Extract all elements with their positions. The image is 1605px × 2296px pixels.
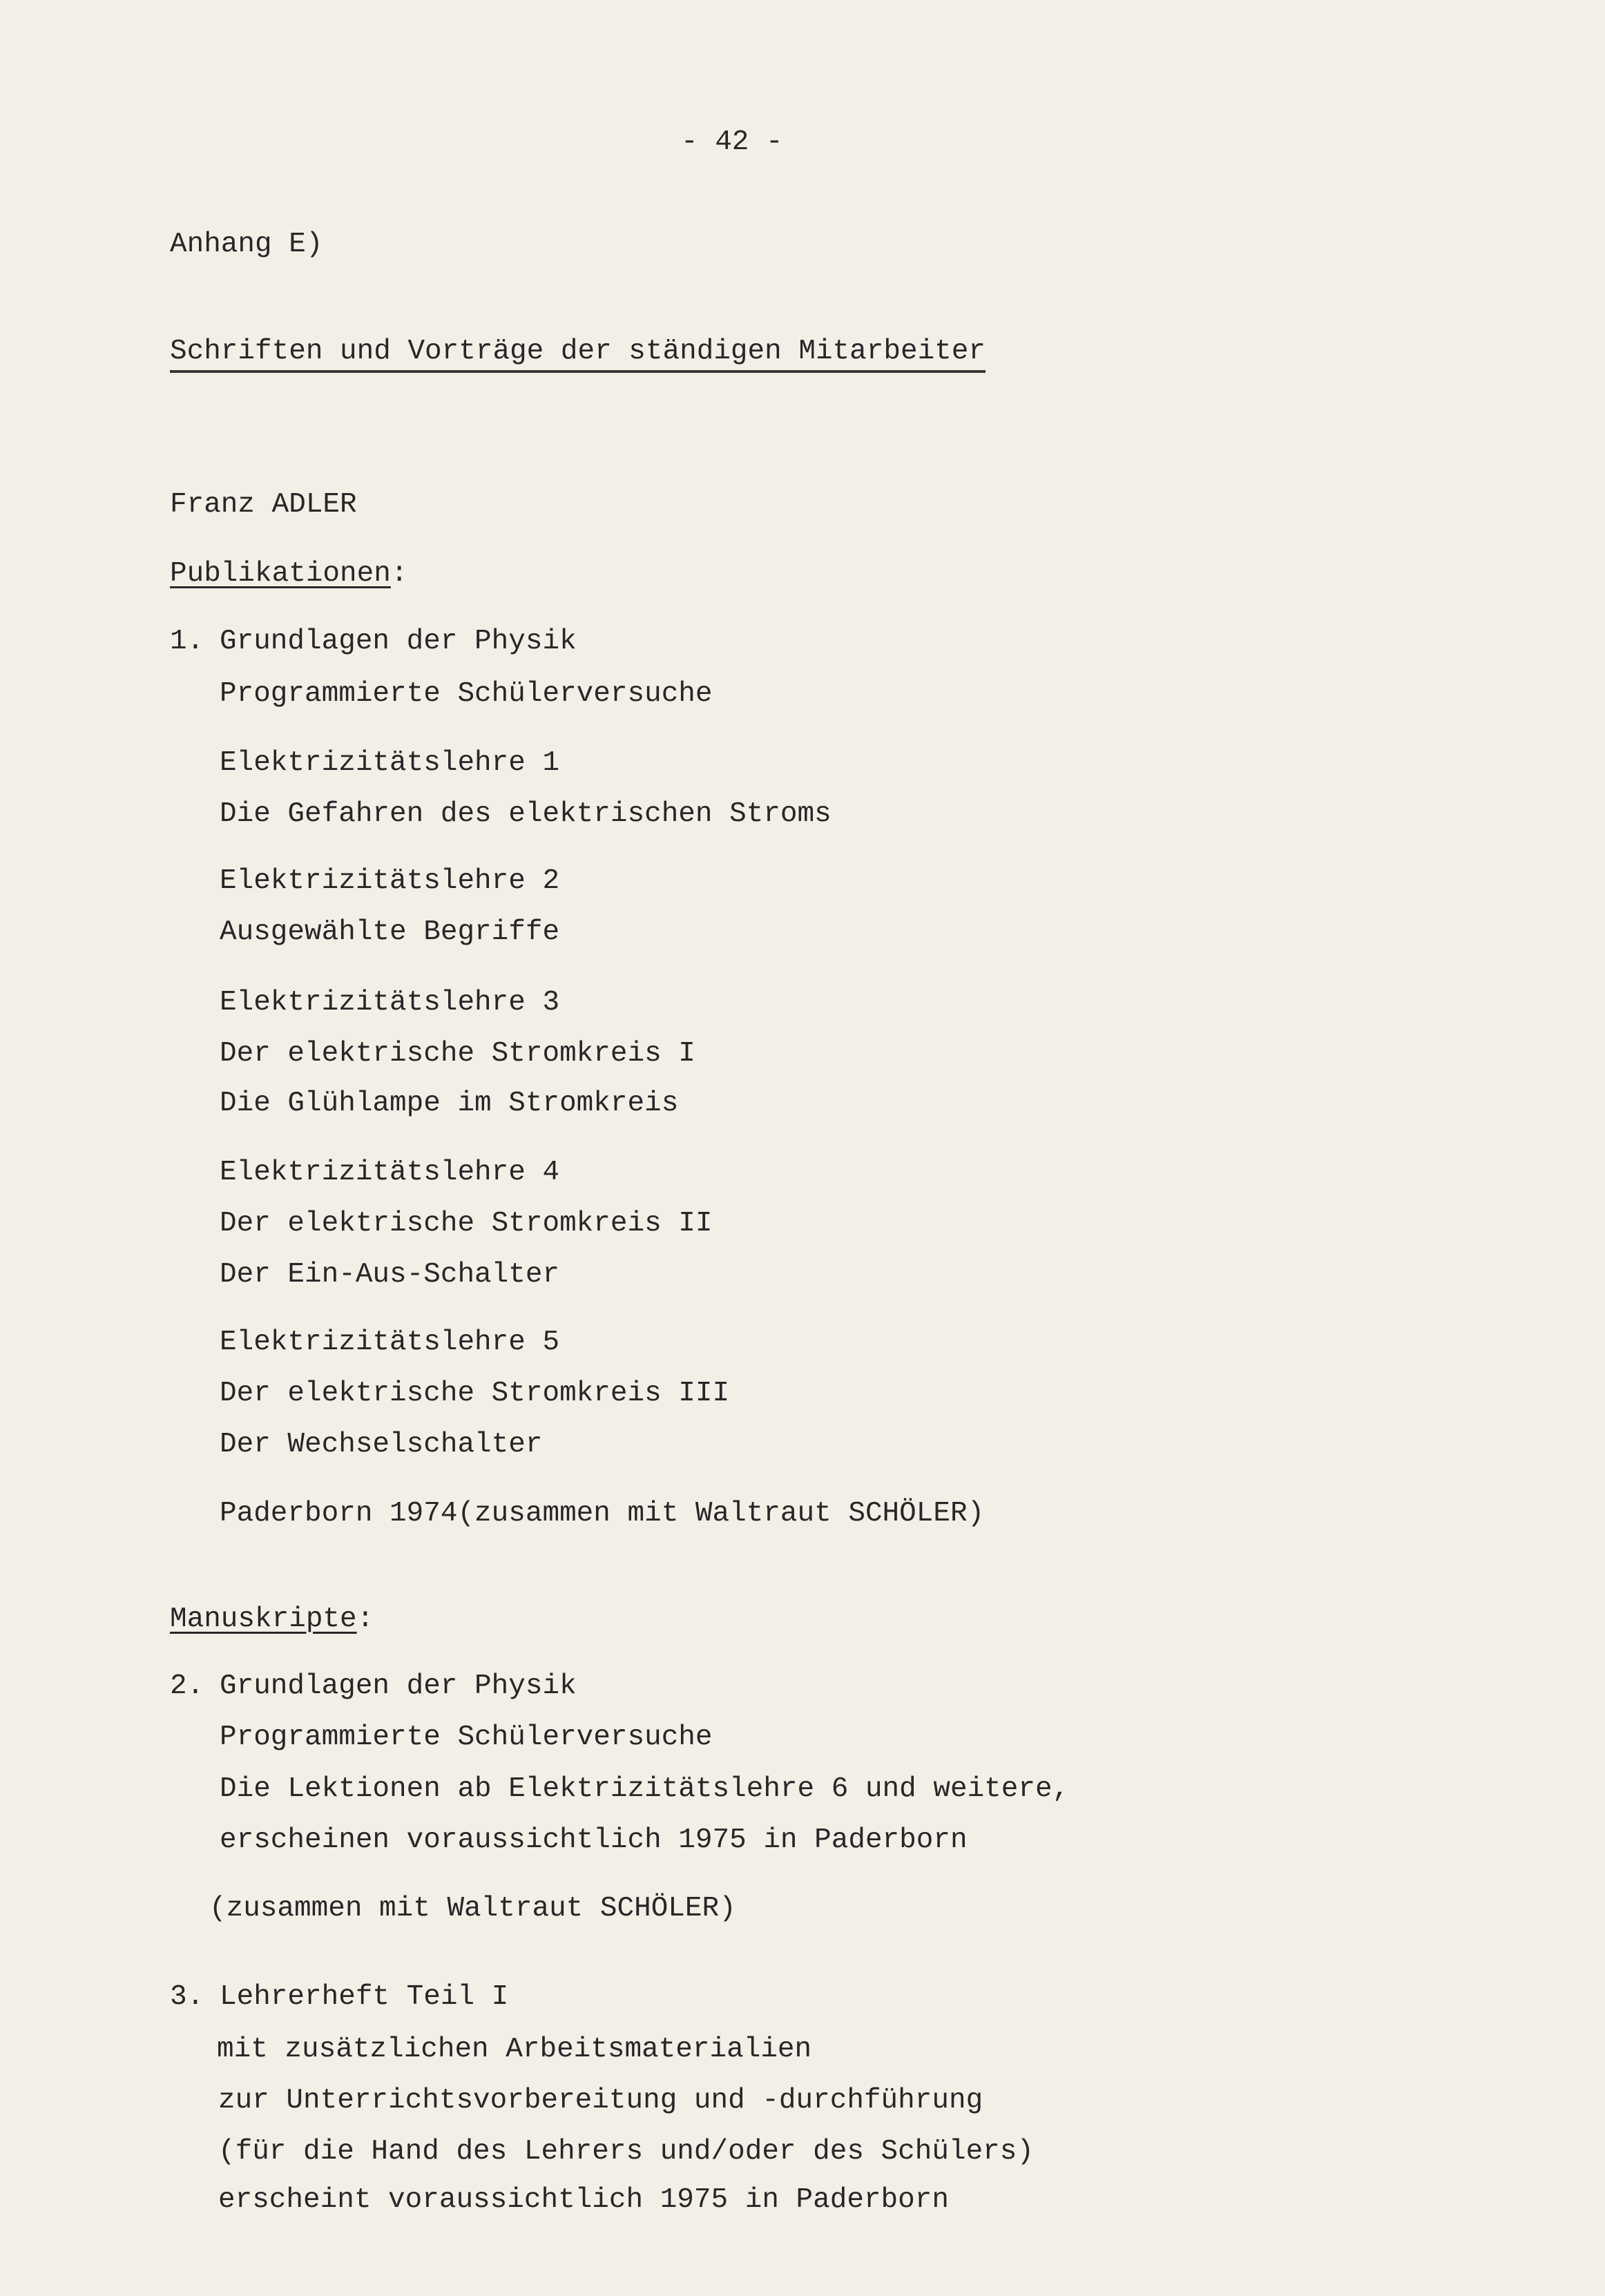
publications-heading-text: Publikationen [170,558,391,590]
page-number: - 42 - [681,126,783,158]
item-line: Der elektrische Stromkreis II [220,1208,713,1239]
item-line: Elektrizitätslehre 4 [220,1157,560,1188]
colon: : [390,558,408,590]
item-line: Ausgewählte Begriffe [220,916,560,948]
item-line: (für die Hand des Lehrers und/oder des Schülers) [218,2136,1034,2168]
item-line: erscheint voraussichtlich 1975 in Paderborn [218,2184,949,2216]
author-name: Franz ADLER [170,489,357,521]
item-line: Programmierte Schülerversuche [220,1721,713,1753]
item-line: Elektrizitätslehre 1 [220,747,560,779]
item-line: Die Gefahren des elektrischen Stroms [220,798,832,830]
item-title: Lehrerheft Teil I [220,1981,509,2013]
item-line: zur Unterrichtsvorbereitung und -durchführung [218,2085,983,2116]
item-line: Der Wechselschalter [220,1429,543,1460]
item-line: Elektrizitätslehre 3 [220,987,560,1019]
item-title: Grundlagen der Physik [220,1670,577,1702]
section-title: Schriften und Vorträge der ständigen Mitarbeiter [170,338,986,373]
publications-heading [170,560,407,588]
item-line: Die Glühlampe im Stromkreis [220,1088,679,1119]
item-line: mit zusätzlichen Arbeitsmaterialien [217,2034,812,2065]
manuscripts-heading [170,1605,374,1634]
item-number: 2. [170,1670,204,1702]
item-line: Programmierte Schülerversuche [220,678,713,710]
item-line: Der elektrische Stromkreis III [220,1378,730,1409]
item-line: (zusammen mit Waltraut SCHÖLER) [209,1893,736,1924]
appendix-label: Anhang E) [170,229,323,260]
item-line: Der elektrische Stromkreis I [220,1038,695,1070]
item-line: Elektrizitätslehre 5 [220,1327,560,1358]
item-line: erscheinen voraussichtlich 1975 in Paderborn [220,1824,968,1856]
item-line: Elektrizitätslehre 2 [220,865,560,897]
item-line: Die Lektionen ab Elektrizitätslehre 6 und weitere, [220,1773,1070,1805]
item-line: Der Ein-Aus-Schalter [220,1259,560,1291]
colon: : [356,1603,374,1635]
manuscripts-heading-text: Manuskripte [170,1603,357,1635]
item-number: 1. [170,626,204,657]
item-number: 3. [170,1981,204,2013]
item-title: Grundlagen der Physik [220,626,577,657]
item-line: Paderborn 1974(zusammen mit Waltraut SCHÖLER) [220,1498,985,1530]
